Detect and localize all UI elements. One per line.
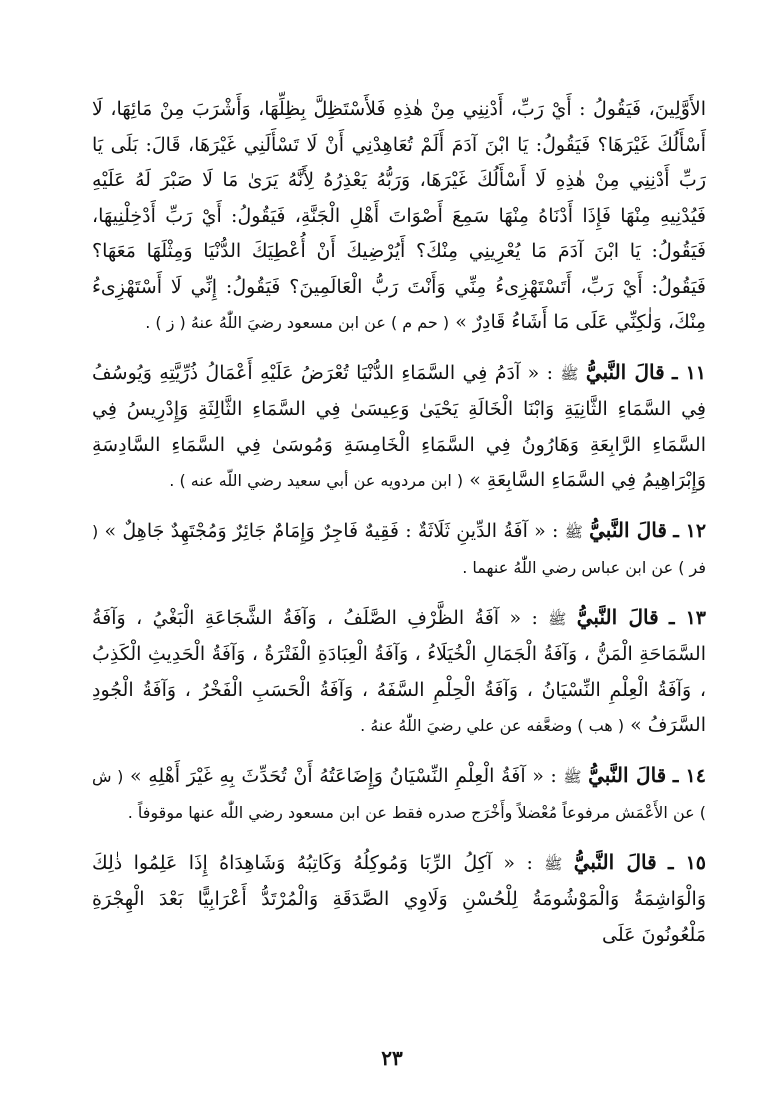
- hadith-number: ١٣ ـ: [669, 606, 706, 629]
- hadith-source: ( حم م ) عن ابن مسعود رضيَ اللّٰهُ عنهُ ( ز ) .: [145, 313, 450, 332]
- continued-hadith: [92, 92, 706, 341]
- hadith-source: ( ابن مردويه عن أبي سعيد رضي اللّه عنه ) .: [169, 471, 464, 490]
- page-number: ٢٣: [381, 1046, 403, 1070]
- hadith-text: : « آكِلُ الرِّبَا وَمُوكِلُهُ وَكَاتِبُهُ وَشَاهِدَاهُ إِذَا عَلِمُوا ذٰلِكَ وَالْوَاشِمَةُ وَالْمَوْشُومَةُ لِلْحُسْنِ وَلَاوِي الصَّدَقَةِ وَالْمُرْتَدُّ أَعْرَابِيًّا بَعْدَ الْهِجْرَةِ مَلْعُونُونَ عَلَى: [92, 851, 706, 946]
- hadith-number: ١٤ ـ: [672, 764, 706, 787]
- hadith-number: ١٥ ـ: [668, 851, 706, 874]
- hadith-speaker: قالَ النَّبيُّ: [589, 517, 667, 542]
- hadith-number: ١١ ـ: [672, 361, 706, 384]
- hadith-14: [92, 758, 706, 831]
- hadith-speaker: قالَ النَّبيُّ: [585, 359, 665, 384]
- salutation-glyph: ﷺ: [544, 854, 563, 873]
- hadith-speaker: قالَ النَّبيُّ: [573, 849, 657, 874]
- salutation-glyph: ﷺ: [560, 364, 579, 383]
- hadith-12: [92, 513, 706, 586]
- hadith-text: : « آدَمُ فِي السَّمَاءِ الدُّنْيَا تُعْرَضُ عَلَيْهِ أَعْمَالُ ذُرِّيَّتِهِ وَيُوسُفُ فِي السَّمَاءِ الثَّانِيَةِ وَابْنَا الْخَالَةِ يَحْيَىٰ وَعِيسَىٰ فِي السَّمَاءِ الثَّالِثَةِ وَإِدْرِيسُ فِي السَّمَاءِ الرَّابِعَةِ وَهَارُونُ فِي السَّمَاءِ الْخَامِسَةِ وَمُوسَىٰ فِي السَّمَاءِ السَّادِسَةِ وَإِبْرَاهِيمُ فِي السَّمَاءِ السَّابِعَةِ »: [92, 361, 706, 491]
- salutation-glyph: ﷺ: [548, 609, 567, 628]
- hadith-15: [92, 845, 706, 954]
- page-body: [92, 92, 706, 953]
- hadith-speaker: قالَ النَّبيُّ: [576, 604, 659, 629]
- hadith-speaker: قالَ النَّبيُّ: [588, 762, 667, 787]
- hadith-text: الأَوَّلِينَ، فَيَقُولُ : أَيْ رَبِّ، أَدْنِنِي مِنْ هٰذِهِ فَلأَسْتَظِلَّ بِظِلِّهَا، وَأَشْرَبَ مِنْ مَائِهَا، لَا أَسْأَلُكَ غَيْرَهَا؟ فَيَقُولُ: يَا ابْنَ آدَمَ أَلَمْ تُعَاهِدْنِي أَنْ لَا تَسْأَلَنِي غَيْرَهَا، قَالَ: بَلَى يَا رَبِّ أَدْنِنِي مِنْ هٰذِهِ لَا أَسْأَلُكَ غَيْرَهَا، وَرَبُّهُ يَعْذِرُهُ لِأَنَّهُ يَرَىٰ مَا لَا صَبْرَ لَهُ عَلَيْهِ فَيُدْنِيهِ مِنْهَا فَإِذَا أَدْنَاهُ مِنْهَا سَمِعَ أَصْوَاتَ أَهْلِ الْجَنَّةِ، فَيَقُولُ: أَيْ رَبِّ أَدْخِلْنِيهَا، فَيَقُولُ: يَا ابْنَ آدَمَ مَا يُعْرِينِي مِنْكَ؟ أَيُرْضِيكَ أَنْ أُعْطِيَكَ الدُّنْيَا وَمِثْلَهَا مَعَهَا؟ فَيَقُولُ: أَيْ رَبِّ، أَتَسْتَهْزِىءُ مِنِّي وَأَنْتَ رَبُّ الْعَالَمِينَ؟ فَيَقُولُ: إِنِّي لَا أَسْتَهْزِىءُ مِنْكَ، وَلٰكِنِّي عَلَى مَا أَشَاءُ قَادِرٌ »: [92, 98, 706, 333]
- hadith-source: ( ش ) عن الأَعْمَش مرفوعاً مُعْضلاً وأَخْرَج صدره فقط عن ابن مسعود رضي اللّٰه عنها موقوفاً .: [92, 766, 706, 822]
- hadith-number: ١٢ ـ: [673, 519, 707, 542]
- salutation-glyph: ﷺ: [564, 522, 583, 541]
- salutation-glyph: ﷺ: [563, 767, 582, 786]
- hadith-text: : « آفَةُ الْعِلْمِ النِّسْيَانُ وَإِضَاعَتُهُ أَنْ تُحَدِّثَ بِهِ غَيْرَ أَهْلِهِ »: [130, 764, 557, 787]
- hadith-text: : « آفَةُ الظَّرْفِ الصَّلَفُ ، وَآفَةُ الشَّجَاعَةِ الْبَغْيُ ، وَآفَةُ السَّمَاحَةِ الْمَنُّ ، وَآفَةُ الْجَمَالِ الْخُيَلَاءُ ، وَآفَةُ الْعِبَادَةِ الْفَتْرَةُ ، وَآفَةُ الْحَدِيثِ الْكَذِبُ ، وَآفَةُ الْعِلْمِ النِّسْيَانُ ، وَآفَةُ الْحِلْمِ السَّفَهُ ، وَآفَةُ الْحَسَبِ الْفَخْرُ ، وَآفَةُ الْجُودِ السَّرَفُ »: [92, 606, 706, 736]
- hadith-11: [92, 355, 706, 499]
- hadith-13: [92, 600, 706, 744]
- hadith-text: : « آفَةُ الدِّينِ ثَلَاثَةٌ : فَقِيهٌ فَاجِرٌ وَإِمَامٌ جَائِرٌ وَمُجْتَهِدٌ جَاهِلٌ »: [104, 519, 559, 542]
- hadith-source: ( هب ) وضعَّفه عن علي رضيَ اللّٰهُ عنهُ .: [360, 716, 625, 735]
- hadith-source: ( فر ) عن ابن عباس رضي اللّٰهُ عنهما .: [92, 521, 706, 577]
